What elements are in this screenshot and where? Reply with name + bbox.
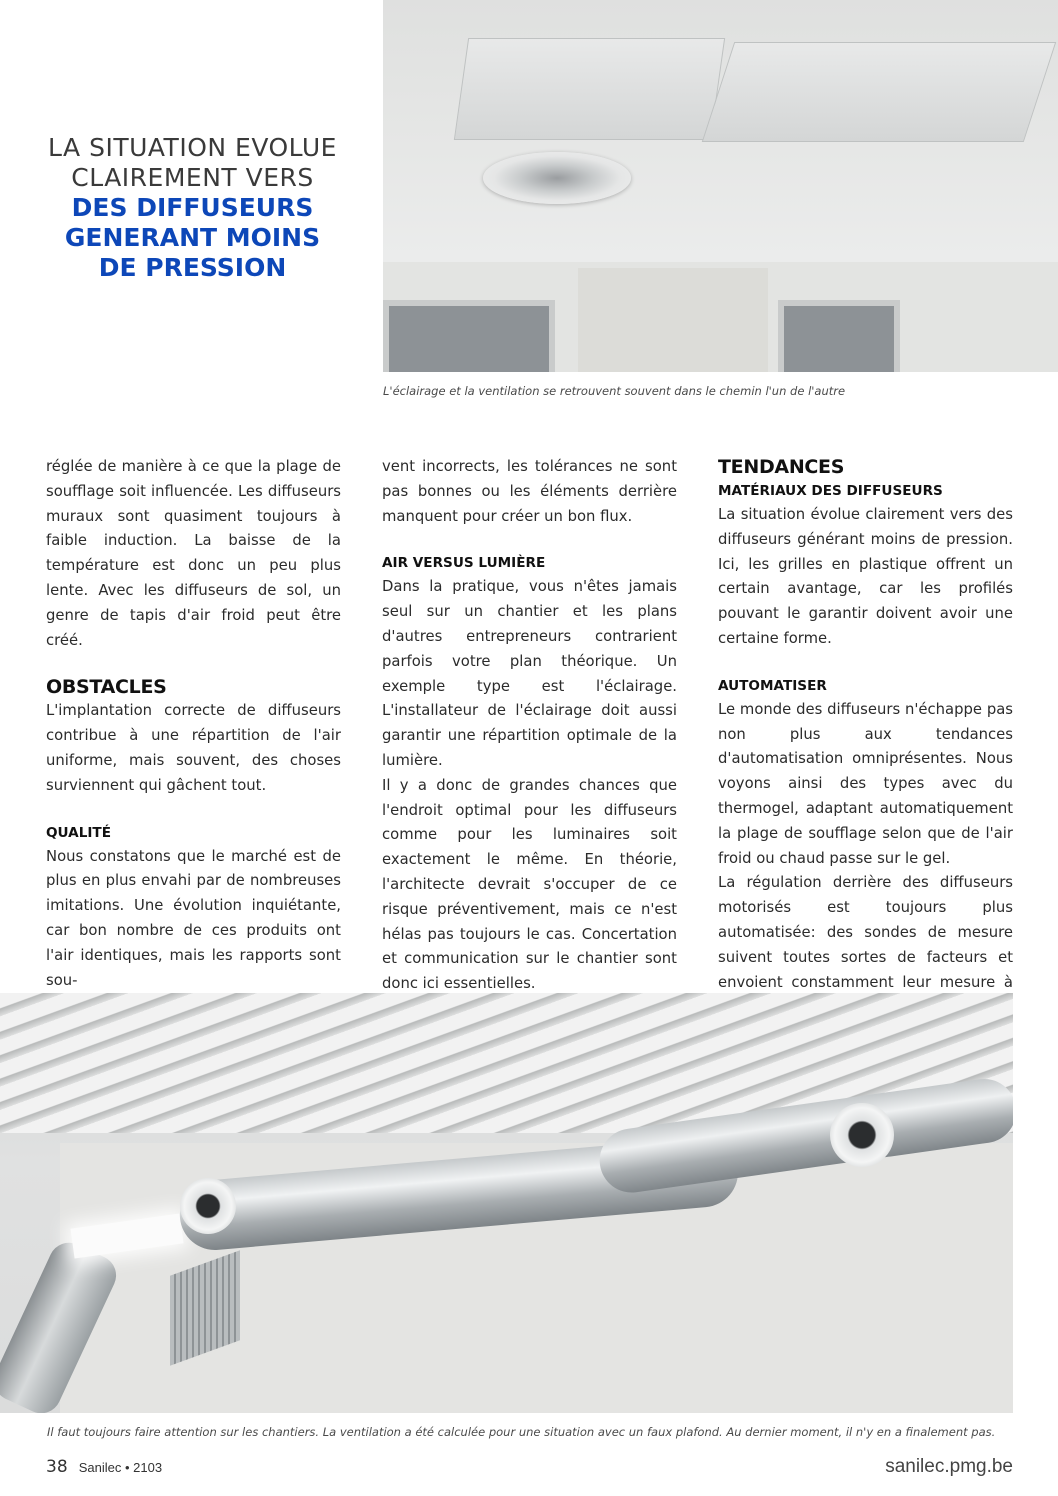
article-column-3 bbox=[718, 455, 1013, 1020]
photo-top-caption: L'éclairage et la ventilation se retrouvent souvent dans le chemin l'un de l'autre bbox=[383, 384, 846, 398]
nozzle-diffuser-icon bbox=[830, 1103, 894, 1167]
pull-quote bbox=[40, 133, 345, 283]
obstacles-heading: OBSTACLES bbox=[46, 676, 167, 699]
pull-quote-line-2: CLAIREMENT VERS bbox=[71, 163, 314, 192]
air-versus-lumiere-text-1: Dans la pratique, vous n'êtes jamais seul sur un chantier et les plans d'autres entrepreneurs contrarient parfois votre plan théorique. Un exemple type est l'éclairage. L'installateur de l'éclairage doit aussi garantir une répartition optimale de la lumière. bbox=[382, 578, 677, 769]
page-footer-left bbox=[46, 1457, 162, 1477]
automatiser-text-2: La régulation derrière des diffuseurs motorisés est toujours plus automatisée: des sondes de mesure suivent toutes sortes de facteurs et envoient constamment leur mesure à bbox=[718, 874, 1013, 991]
pull-quote-line-3: DES DIFFUSEURS bbox=[71, 193, 314, 222]
page-number: 38 bbox=[46, 1457, 68, 1477]
photo-bottom-caption: Il faut toujours faire attention sur les chantiers. La ventilation a été calculée pour une situation avec un faux plafond. Au dernier moment, il n'y en a finalement pas. bbox=[47, 1425, 996, 1439]
ceiling-diffuser-photo bbox=[383, 0, 1058, 372]
column-1-intro: réglée de manière à ce que la plage de soufflage soit influencée. Les diffuseurs muraux sont quasiment toujours à faible induction. La baisse de la température est donc un peu plus lente. Avec les diffuseurs de sol, un genre de tapis d'air froid peut être créé. bbox=[46, 458, 341, 649]
article-column-2 bbox=[382, 455, 677, 997]
website-link[interactable]: sanilec.pmg.be bbox=[885, 1456, 1013, 1477]
tendances-heading: TENDANCES bbox=[718, 456, 845, 478]
air-versus-lumiere-heading: AIR VERSUS LUMIÈRE bbox=[382, 555, 546, 572]
pull-quote-line-5: DE PRESSION bbox=[98, 253, 287, 282]
pull-quote-line-1: LA SITUATION EVOLUE bbox=[48, 133, 337, 162]
qualite-heading: QUALITÉ bbox=[46, 824, 111, 841]
materiaux-heading: MATÉRIAUX DES DIFFUSEURS bbox=[718, 483, 943, 499]
column-2-intro: vent incorrects, les tolérances ne sont pas bonnes ou les éléments derrière manquent pour créer un bon flux. bbox=[382, 458, 677, 525]
automatiser-heading: AUTOMATISER bbox=[718, 677, 827, 694]
qualite-text: Nous constatons que le marché est de plus en plus envahi par de nombreuses imitations. Une évolution inquiétante, car bon nombre de ces produits ont l'air identiques, mais les rapports sont sou- bbox=[46, 847, 341, 989]
obstacles-text: L'implantation correcte de diffuseurs contribue à une répartition de l'air uniforme, mais souvent, des choses surviennent qui gâchent tout. bbox=[46, 702, 341, 794]
air-versus-lumiere-text-2: Il y a donc de grandes chances que l'endroit optimal pour les diffuseurs comme pour les luminaires soit exactement le même. En théorie, l'architecte devrait s'occuper de ce risque préventivement, mais ce n'est hélas pas toujours le cas. Concertation et communication sur le chantier sont donc ici essentielles. bbox=[382, 776, 677, 993]
round-diffuser-icon bbox=[483, 152, 631, 204]
pull-quote-line-4: GENERANT MOINS bbox=[64, 223, 321, 252]
article-column-1 bbox=[46, 455, 341, 993]
materiaux-text: La situation évolue clairement vers des diffuseurs générant moins de pression. Ici, les grilles en plastique offrent un certain avantage, car les profilés pouvant le garantir doivent avoir une certaine forme. bbox=[718, 506, 1013, 647]
automatiser-text-1: Le monde des diffuseurs n'échappe pas non plus aux tendances d'automatisation omniprésentes. Nous voyons ainsi des types avec du thermogel, adaptant automatiquement la plage de soufflage selon que de l'air froid ou chaud passe sur le gel. bbox=[718, 700, 1013, 867]
nozzle-diffuser-icon bbox=[180, 1178, 236, 1234]
ductwork-photo bbox=[0, 993, 1013, 1413]
magazine-issue: Sanilec • 2103 bbox=[78, 1460, 163, 1475]
